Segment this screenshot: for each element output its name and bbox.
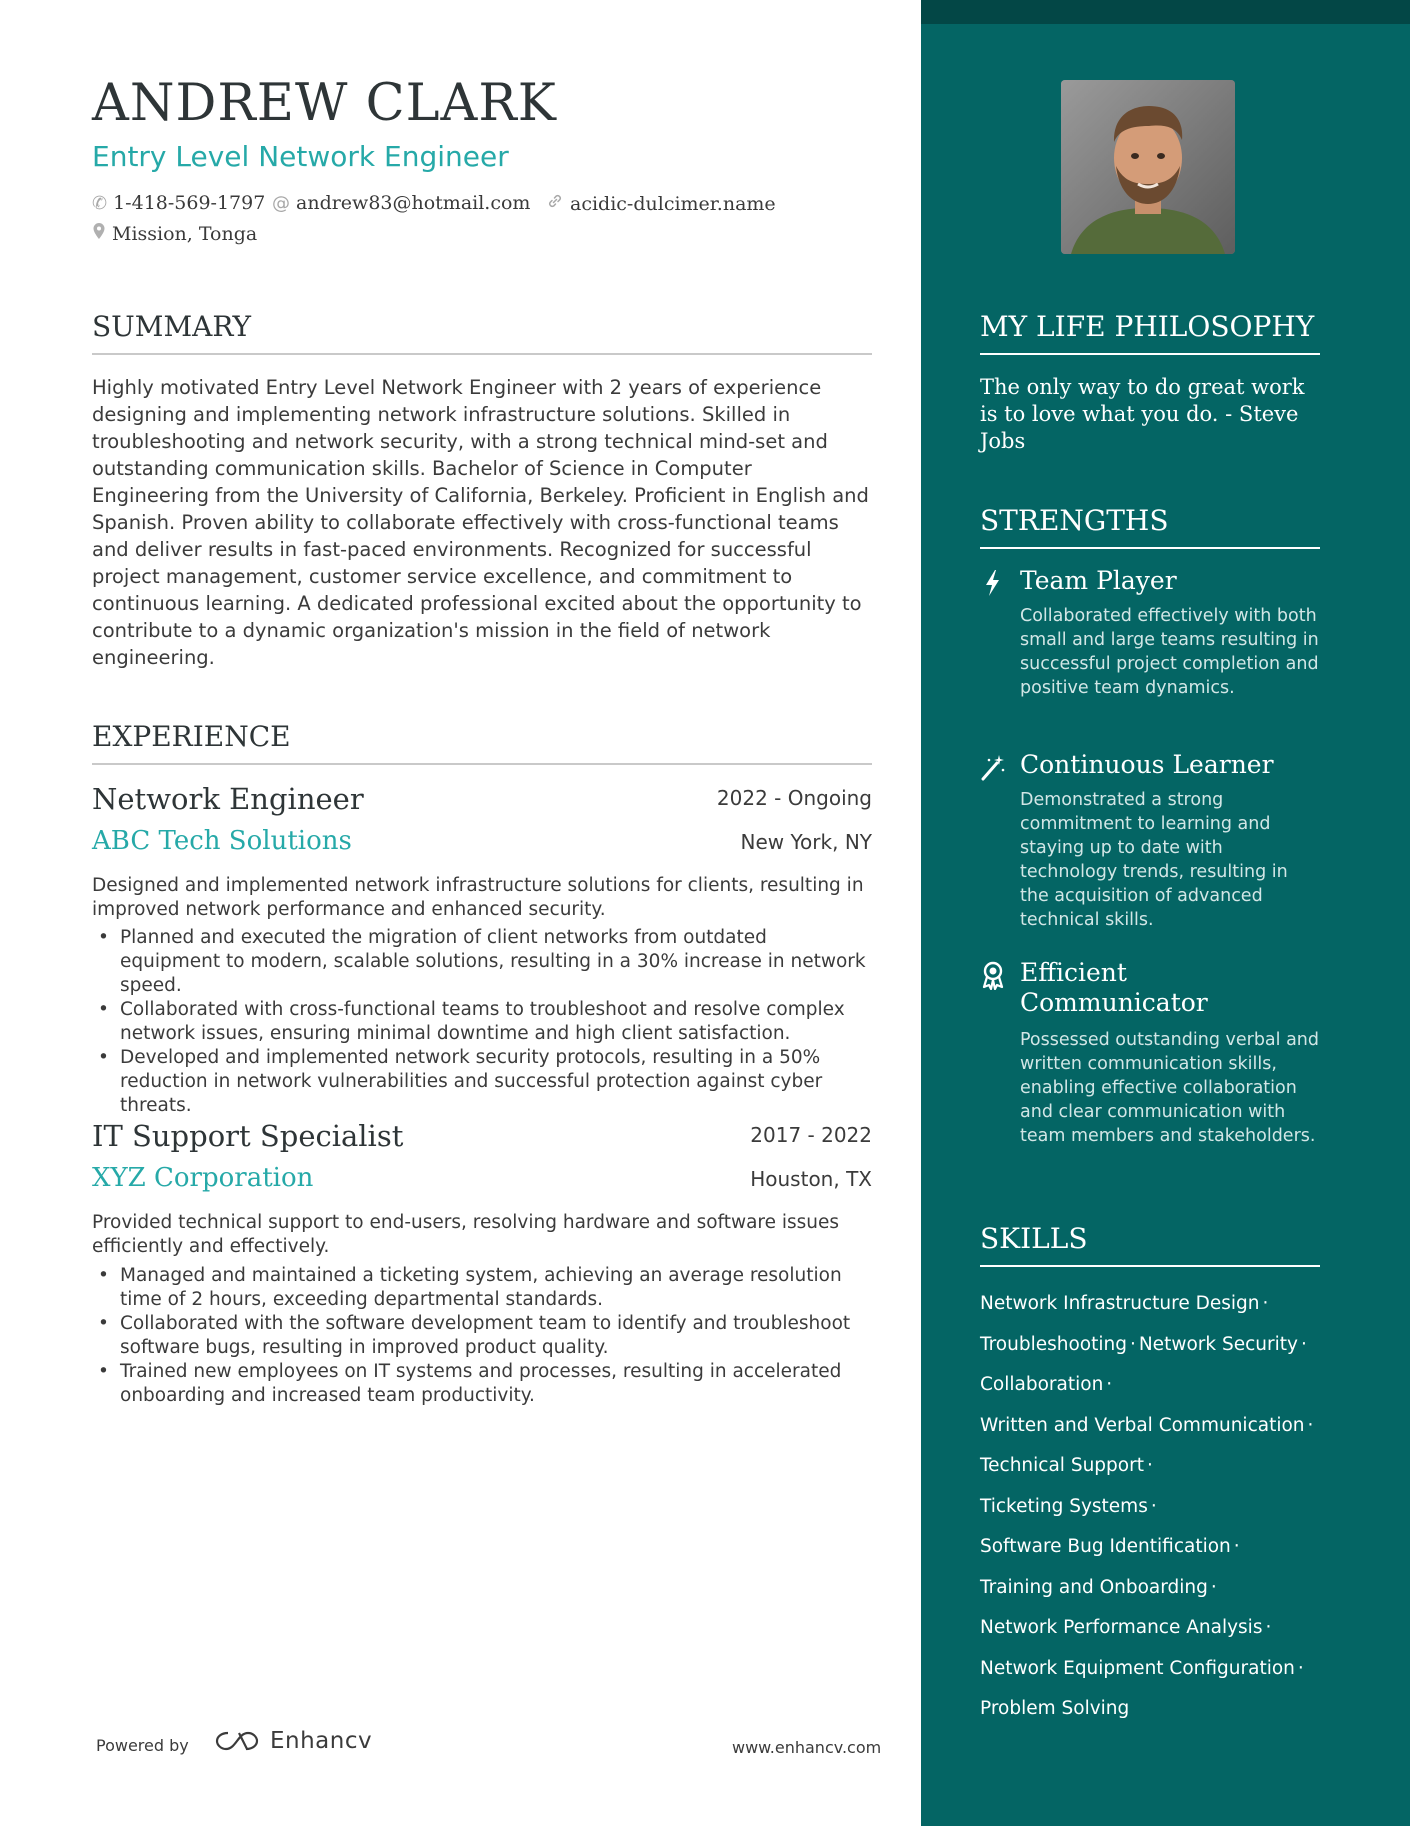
philosophy-heading: MY LIFE PHILOSOPHY	[980, 310, 1320, 355]
skills-line	[980, 1284, 1320, 1325]
location-text: Mission, Tonga	[112, 222, 258, 245]
strength-description: Collaborated effectively with both small and large teams resulting in successful project completion and positive team dynamics.	[1020, 606, 1319, 698]
skills-line	[980, 1325, 1320, 1366]
skill-separator: ·	[1210, 1576, 1217, 1598]
enhancv-logo[interactable]	[214, 1728, 372, 1754]
skill-item: Troubleshooting	[980, 1333, 1127, 1355]
sidebar	[921, 0, 1410, 1826]
skill-item: Written and Verbal Communication	[980, 1414, 1305, 1436]
bullet-item: • Developed and implemented network security protocols, resulting in a 50% reduction in network vulnerabilities and successful protection against cyber threats.	[92, 1046, 872, 1118]
company-name: ABC Tech Solutions	[92, 826, 352, 856]
skill-separator: ·	[1233, 1536, 1240, 1557]
bullet-item: • Trained new employees on IT systems and processes, resulting in accelerated onboarding and increased team productivity.	[92, 1360, 872, 1408]
skill-item: Software Bug Identification	[980, 1536, 1231, 1557]
strength-title: Team Player	[1020, 566, 1177, 595]
skill-item: Network Performance Analysis	[980, 1617, 1263, 1638]
lightning-icon	[980, 568, 1006, 598]
bullet-item: • Collaborated with cross-functional teams to troubleshoot and resolve complex network issues, ensuring minimal downtime and high client satisfaction.	[92, 998, 872, 1046]
skill-item: Network Equipment Configuration	[980, 1657, 1295, 1679]
skill-item: Ticketing Systems	[980, 1495, 1148, 1517]
skills-line	[980, 1406, 1320, 1447]
job-location: New York, NY	[740, 830, 872, 854]
summary-heading: SUMMARY	[92, 310, 872, 355]
email-text[interactable]: andrew83@hotmail.com	[296, 192, 531, 214]
philosophy-quote: The only way to do great work is to love what you do. - Steve Jobs	[980, 375, 1305, 453]
job-description: Provided technical support to end-users, resolving hardware and software issues efficiently and effectively.	[92, 1212, 840, 1257]
skill-item: Problem Solving	[980, 1698, 1130, 1719]
skill-separator: ·	[1297, 1657, 1304, 1679]
job-location: Houston, TX	[750, 1167, 872, 1191]
skill-separator: ·	[1307, 1414, 1314, 1436]
powered-by-label: Powered by	[96, 1736, 189, 1755]
sidebar-top-band	[921, 0, 1410, 24]
contact-email[interactable]	[272, 192, 530, 214]
bullet-item: • Collaborated with the software development team to identify and troubleshoot software bugs, resulting in improved product quality.	[92, 1312, 872, 1360]
skills-line	[980, 1527, 1320, 1568]
skills-line	[980, 1608, 1320, 1649]
skills-list	[980, 1284, 1320, 1730]
skill-separator: ·	[1129, 1333, 1136, 1355]
job-title: Network Engineer	[92, 782, 364, 816]
award-ribbon-icon	[980, 960, 1006, 990]
location-pin-icon	[92, 222, 106, 245]
strength-title: Continuous Learner	[1020, 750, 1274, 779]
skill-separator: ·	[1150, 1495, 1157, 1517]
job-bullets	[92, 926, 872, 1118]
bullet-item: • Managed and maintained a ticketing system, achieving an average resolution time of 2 hours, exceeding departmental standards.	[92, 1264, 872, 1312]
website-text[interactable]: acidic-dulcimer.name	[570, 192, 776, 215]
strength-description: Possessed outstanding verbal and written communication skills, enabling effective collaboration and clear communication with team members and stakeholders.	[1020, 1030, 1319, 1146]
skills-line	[980, 1365, 1320, 1406]
at-icon: @	[272, 192, 290, 214]
summary-text: Highly motivated Entry Level Network Engineer with 2 years of experience designing and implementing network infrastructure solutions. Skilled in troubleshooting and network security, with a strong technical mind-set and outstanding communication skills. Bachelor of Science in Computer Engineering from the University of California, Berkeley. Proficient in English and Spanish. Proven ability to collaborate effectively with cross-functional teams and deliver results in fast-paced environments. Recognized for successful project management, customer service excellence, and commitment to continuous learning. A dedicated professional excited about the opportunity to contribute to a dynamic organization's mission in the field of network engineering.	[92, 376, 869, 669]
magic-wand-icon	[980, 752, 1006, 782]
strengths-heading: STRENGTHS	[980, 504, 1320, 549]
skill-item: Network Infrastructure Design	[980, 1293, 1260, 1314]
skill-separator: ·	[1146, 1455, 1153, 1476]
contact-website[interactable]	[546, 192, 776, 215]
skills-line	[980, 1689, 1320, 1730]
link-icon	[546, 192, 564, 215]
bullet-item: • Planned and executed the migration of client networks from outdated equipment to modern, scalable solutions, resulting in a 30% increase in network speed.	[92, 926, 872, 998]
footer-url[interactable]: www.enhancv.com	[732, 1738, 882, 1757]
skill-item: Network Security	[1138, 1333, 1298, 1355]
contact-phone	[92, 192, 265, 214]
strength-description: Demonstrated a strong commitment to learning and staying up to date with technology trends, resulting in the acquisition of advanced technical skills.	[1020, 790, 1288, 930]
job-bullets	[92, 1264, 872, 1408]
job-title: IT Support Specialist	[92, 1119, 404, 1153]
job-dates: 2022 - Ongoing	[716, 786, 872, 810]
profile-photo	[1061, 80, 1235, 254]
enhancv-logo-icon	[214, 1728, 260, 1754]
contact-location	[92, 222, 257, 245]
skills-line	[980, 1568, 1320, 1609]
skill-item: Collaboration	[980, 1374, 1104, 1395]
company-name: XYZ Corporation	[92, 1163, 314, 1193]
phone-icon: ✆	[92, 192, 108, 214]
skill-item: Training and Onboarding	[980, 1576, 1208, 1598]
job-dates: 2017 - 2022	[750, 1123, 872, 1147]
skill-separator: ·	[1300, 1333, 1307, 1355]
skill-separator: ·	[1106, 1374, 1113, 1395]
skills-heading: SKILLS	[980, 1222, 1320, 1267]
skill-separator: ·	[1262, 1293, 1269, 1314]
candidate-name: ANDREW CLARK	[92, 74, 557, 133]
candidate-title: Entry Level Network Engineer	[92, 140, 509, 173]
skills-line	[980, 1446, 1320, 1487]
strength-title: Efficient Communicator	[1020, 958, 1208, 1017]
skill-item: Technical Support	[980, 1455, 1144, 1476]
experience-heading: EXPERIENCE	[92, 720, 872, 765]
skill-separator: ·	[1265, 1617, 1272, 1638]
phone-text: 1-418-569-1797	[113, 192, 266, 214]
skills-line	[980, 1649, 1320, 1690]
job-description: Designed and implemented network infrastructure solutions for clients, resulting in improved network performance and enhanced security.	[92, 875, 864, 920]
enhancv-brand-text: Enhancv	[270, 1728, 373, 1754]
skills-line	[980, 1487, 1320, 1528]
